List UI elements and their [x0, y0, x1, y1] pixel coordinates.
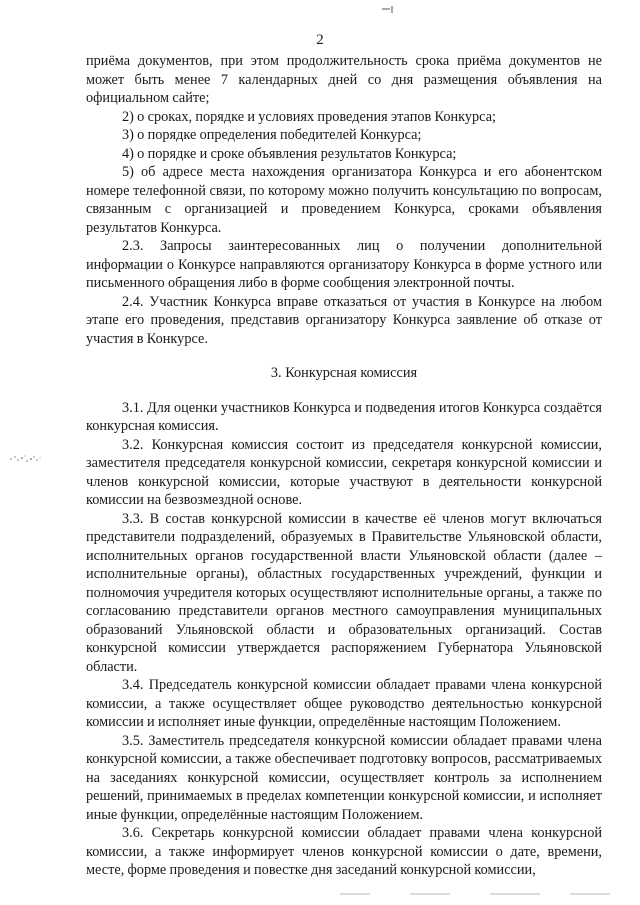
list-item: 3) о порядке определения победителей Конкурса;: [122, 127, 422, 143]
paragraph: 3.2. Конкурсная комиссия состоит из председателя конкурсной комиссии, заместителя председателя конкурсной комиссии, секретаря конкурсной комиссии и членов конкурсной комиссии, которые участвуют в деятельности конкурсной комиссии на безвозмездной основе.: [86, 436, 602, 508]
scan-mark: [380, 4, 396, 14]
list-item: 4) о порядке и сроке объявления результатов Конкурса;: [122, 145, 457, 162]
scan-noise: [8, 450, 44, 468]
paragraph: приёма документов, при этом продолжительность срока приёма документов не может быть менее 7 календарных дней со дня размещения объявления на официальном сайте;: [86, 53, 602, 106]
paragraph: 2.3. Запросы заинтересованных лиц о получении дополнительной информации о Конкурсе направляются организатору Конкурса в форме устного или письменного обращения либо в форме сообщения электронной почты.: [86, 238, 602, 291]
paragraph: 3.1. Для оценки участников Конкурса и подведения итогов Конкурса создаётся конкурсная комиссия.: [86, 399, 602, 434]
list-item: 2) о сроках, порядке и условиях проведения этапов Конкурса;: [122, 108, 497, 125]
page-number: 2: [316, 32, 324, 48]
paragraph: 3.4. Председатель конкурсной комиссии обладает правами члена конкурсной комиссии, а также осуществляет общее руководство деятельностью конкурсной комиссии и исполняет иные функции, определённые настоящим Положением.: [86, 677, 602, 730]
document-body: [86, 52, 602, 880]
scan-noise: [330, 890, 630, 898]
paragraph: 3.5. Заместитель председателя конкурсной комиссии обладает правами члена конкурсной комиссии, а также обеспечивает подготовку вопросов, рассматриваемых на заседаниях конкурсной комиссии, осуществляет контроль за исполнением решений, принимаемых в пределах компетенции конкурсной комиссии, и исполняет иные функции, определённые настоящим Положением.: [86, 732, 602, 823]
section-heading: 3. Конкурсная комиссия: [270, 365, 418, 381]
list-item: 5) об адресе места нахождения организатора Конкурса и его абонентском номере телефонной связи, по которому можно получить консультацию по вопросам, связанным с организацией и проведением Конкурса, сроками объявления результатов Конкурса.: [86, 164, 602, 236]
paragraph: 2.4. Участник Конкурса вправе отказаться от участия в Конкурсе на любом этапе его проведения, представив организатору Конкурса заявление об отказе от участия в Конкурсе.: [86, 293, 602, 347]
paragraph: 3.6. Секретарь конкурсной комиссии обладает правами члена конкурсной комиссии, а также информирует членов конкурсной комиссии о дате, времени, месте, форме проведения и повестке дня заседаний конкурсной комиссии,: [86, 825, 602, 878]
paragraph: 3.3. В состав конкурсной комиссии в качестве её членов могут включаться представители подразделений, образуемых в Правительстве Ульяновской области, исполнительных органов государственной власти Ульяновской области (далее – исполнительные органы), областных государственных учреждений, функции и полномочия учредителя которых осуществляют исполнительные органы, а также по согласованию представители органов местного самоуправления муниципальных образований Ульяновской области и образовательных организаций. Состав конкурсной комиссии утверждается распоряжением Губернатора Ульяновской области.: [86, 510, 602, 675]
